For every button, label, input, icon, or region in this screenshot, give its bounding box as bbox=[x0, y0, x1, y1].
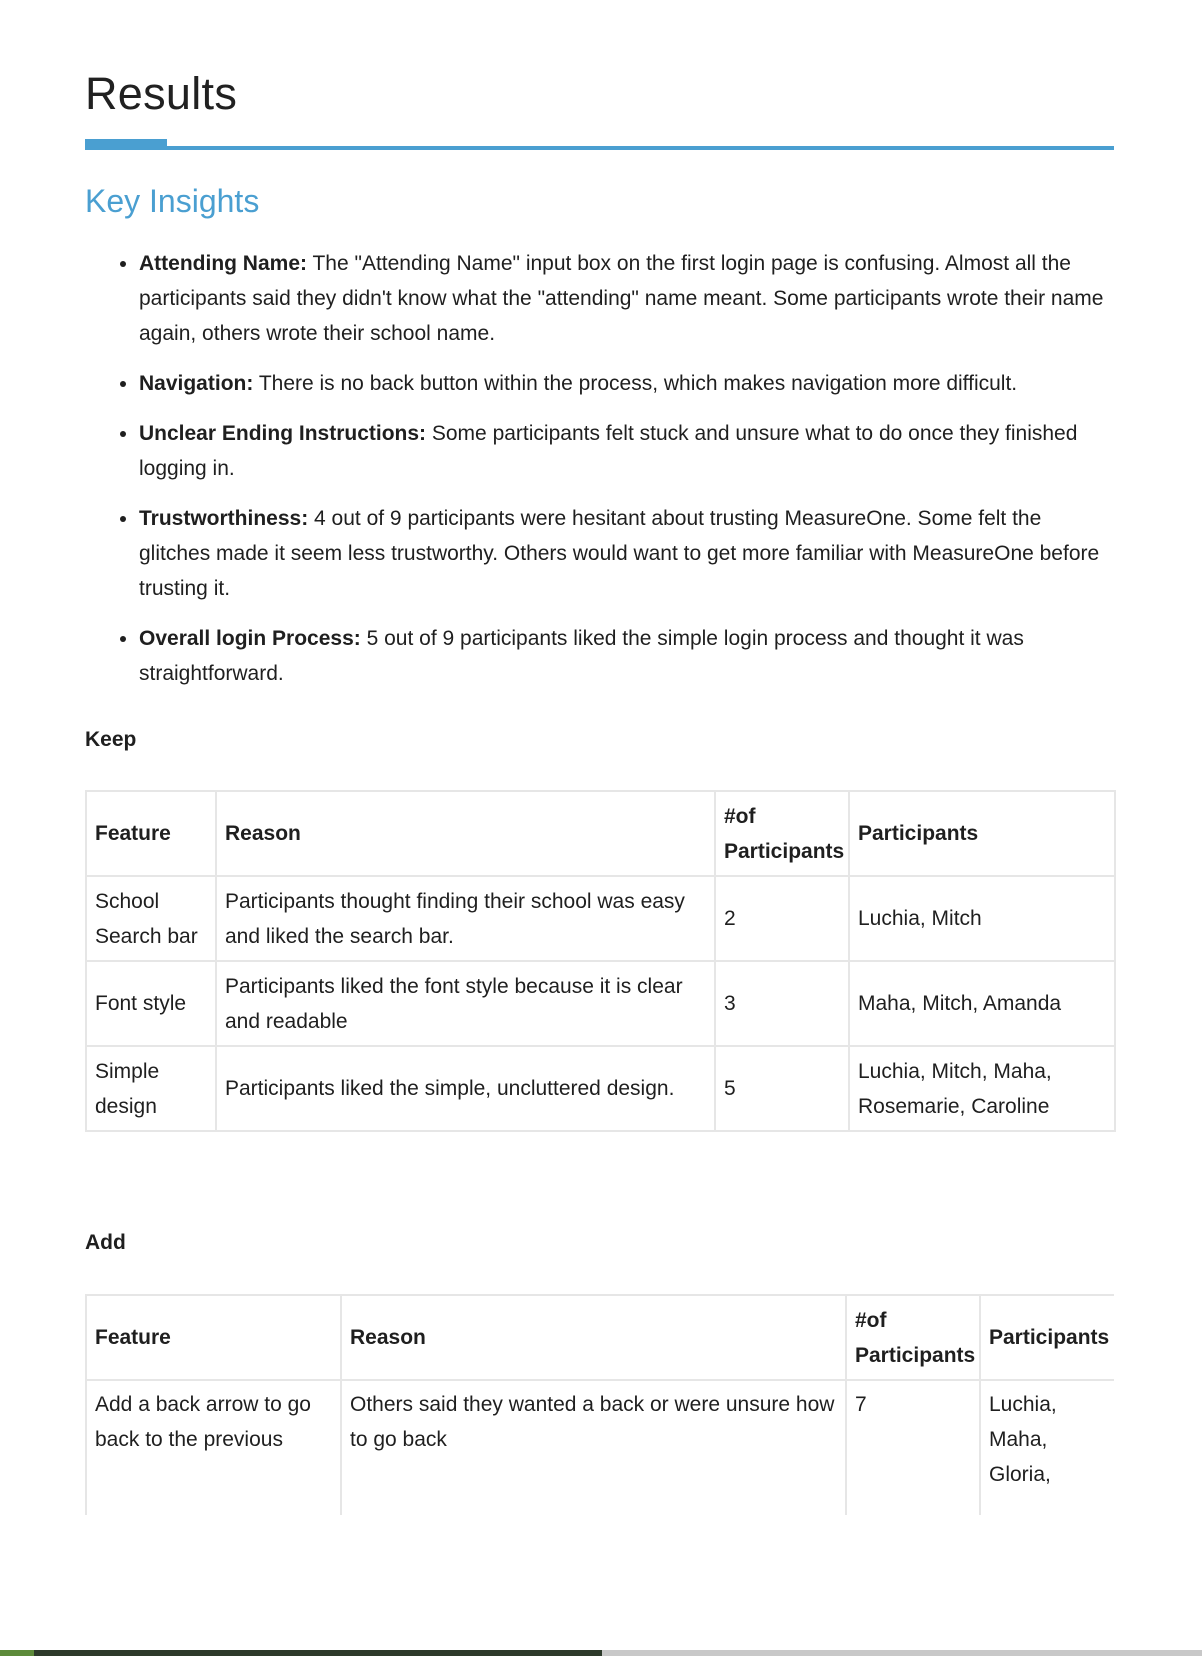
column-header-feature: Feature bbox=[86, 1295, 341, 1380]
insight-text: There is no back button within the process, which makes navigation more difficult. bbox=[258, 372, 1018, 395]
add-table bbox=[85, 1294, 1114, 1515]
insight-text: 5 out of 9 participants liked the simple login process and thought it was straightforward. bbox=[139, 627, 1024, 685]
column-header-participants: Participants bbox=[849, 791, 1115, 876]
list-item bbox=[139, 366, 1114, 401]
list-item bbox=[139, 416, 1114, 486]
table-row bbox=[86, 1380, 1114, 1515]
keep-section-label: Keep bbox=[85, 728, 137, 751]
add-section-label: Add bbox=[85, 1231, 126, 1254]
bottom-edge-strip bbox=[0, 1650, 1202, 1656]
bottom-strip-green-segment bbox=[0, 1650, 34, 1656]
column-header-count: #of Participants bbox=[715, 791, 849, 876]
bottom-strip-dark-segment bbox=[0, 1650, 602, 1656]
insight-label: Overall login Process: bbox=[139, 627, 361, 650]
keep-table bbox=[85, 790, 1116, 1132]
insight-label: Unclear Ending Instructions: bbox=[139, 422, 427, 445]
insight-label: Navigation: bbox=[139, 372, 254, 395]
table-row bbox=[86, 961, 1115, 1046]
table-header-row bbox=[86, 1295, 1114, 1380]
title-rule bbox=[85, 146, 1114, 150]
cell-feature: School Search bar bbox=[86, 876, 216, 961]
page-title: Results bbox=[85, 68, 238, 119]
list-item bbox=[139, 621, 1114, 691]
add-table-viewport bbox=[85, 1294, 1114, 1515]
column-header-reason: Reason bbox=[341, 1295, 846, 1380]
column-header-participants: Participants bbox=[980, 1295, 1114, 1380]
insight-text: Some participants felt stuck and unsure what to do once they finished logging in. bbox=[139, 422, 1078, 480]
insight-label: Trustworthiness: bbox=[139, 507, 309, 530]
cell-count: 7 bbox=[846, 1380, 980, 1515]
cell-count: 5 bbox=[715, 1046, 849, 1131]
cell-reason: Participants liked the simple, uncluttered design. bbox=[216, 1046, 715, 1131]
column-header-feature: Feature bbox=[86, 791, 216, 876]
insight-label: Attending Name: bbox=[139, 252, 307, 275]
cell-feature: Simple design bbox=[86, 1046, 216, 1131]
cell-participants: Luchia, Mitch bbox=[849, 876, 1115, 961]
cell-count: 3 bbox=[715, 961, 849, 1046]
column-header-reason: Reason bbox=[216, 791, 715, 876]
insight-text: The "Attending Name" input box on the first login page is confusing. Almost all the participants said they didn't know what the "attending" name meant. Some participants wrote their name again, others wrote their school name. bbox=[139, 252, 1104, 345]
table-row bbox=[86, 876, 1115, 961]
cell-feature: Font style bbox=[86, 961, 216, 1046]
cell-feature: Add a back arrow to go back to the previous bbox=[86, 1380, 341, 1515]
table-row bbox=[86, 1046, 1115, 1131]
column-header-count: #of Participants bbox=[846, 1295, 980, 1380]
table-header-row bbox=[86, 791, 1115, 876]
insight-text: 4 out of 9 participants were hesitant about trusting MeasureOne. Some felt the glitches made it seem less trustworthy. Others would want to get more familiar with MeasureOne before trusting it. bbox=[139, 507, 1100, 600]
list-item bbox=[139, 501, 1114, 606]
cell-participants: Luchia, Mitch, Maha, Rosemarie, Caroline bbox=[849, 1046, 1115, 1131]
cell-reason: Others said they wanted a back or were unsure how to go back bbox=[341, 1380, 846, 1515]
list-item bbox=[139, 246, 1114, 351]
key-insights-heading: Key Insights bbox=[85, 183, 260, 219]
cell-reason: Participants thought finding their school was easy and liked the search bar. bbox=[216, 876, 715, 961]
cell-participants: Luchia, Maha, Gloria, bbox=[980, 1380, 1114, 1515]
cell-count: 2 bbox=[715, 876, 849, 961]
cell-participants: Maha, Mitch, Amanda bbox=[849, 961, 1115, 1046]
cell-reason: Participants liked the font style because it is clear and readable bbox=[216, 961, 715, 1046]
insights-list bbox=[85, 246, 1114, 706]
